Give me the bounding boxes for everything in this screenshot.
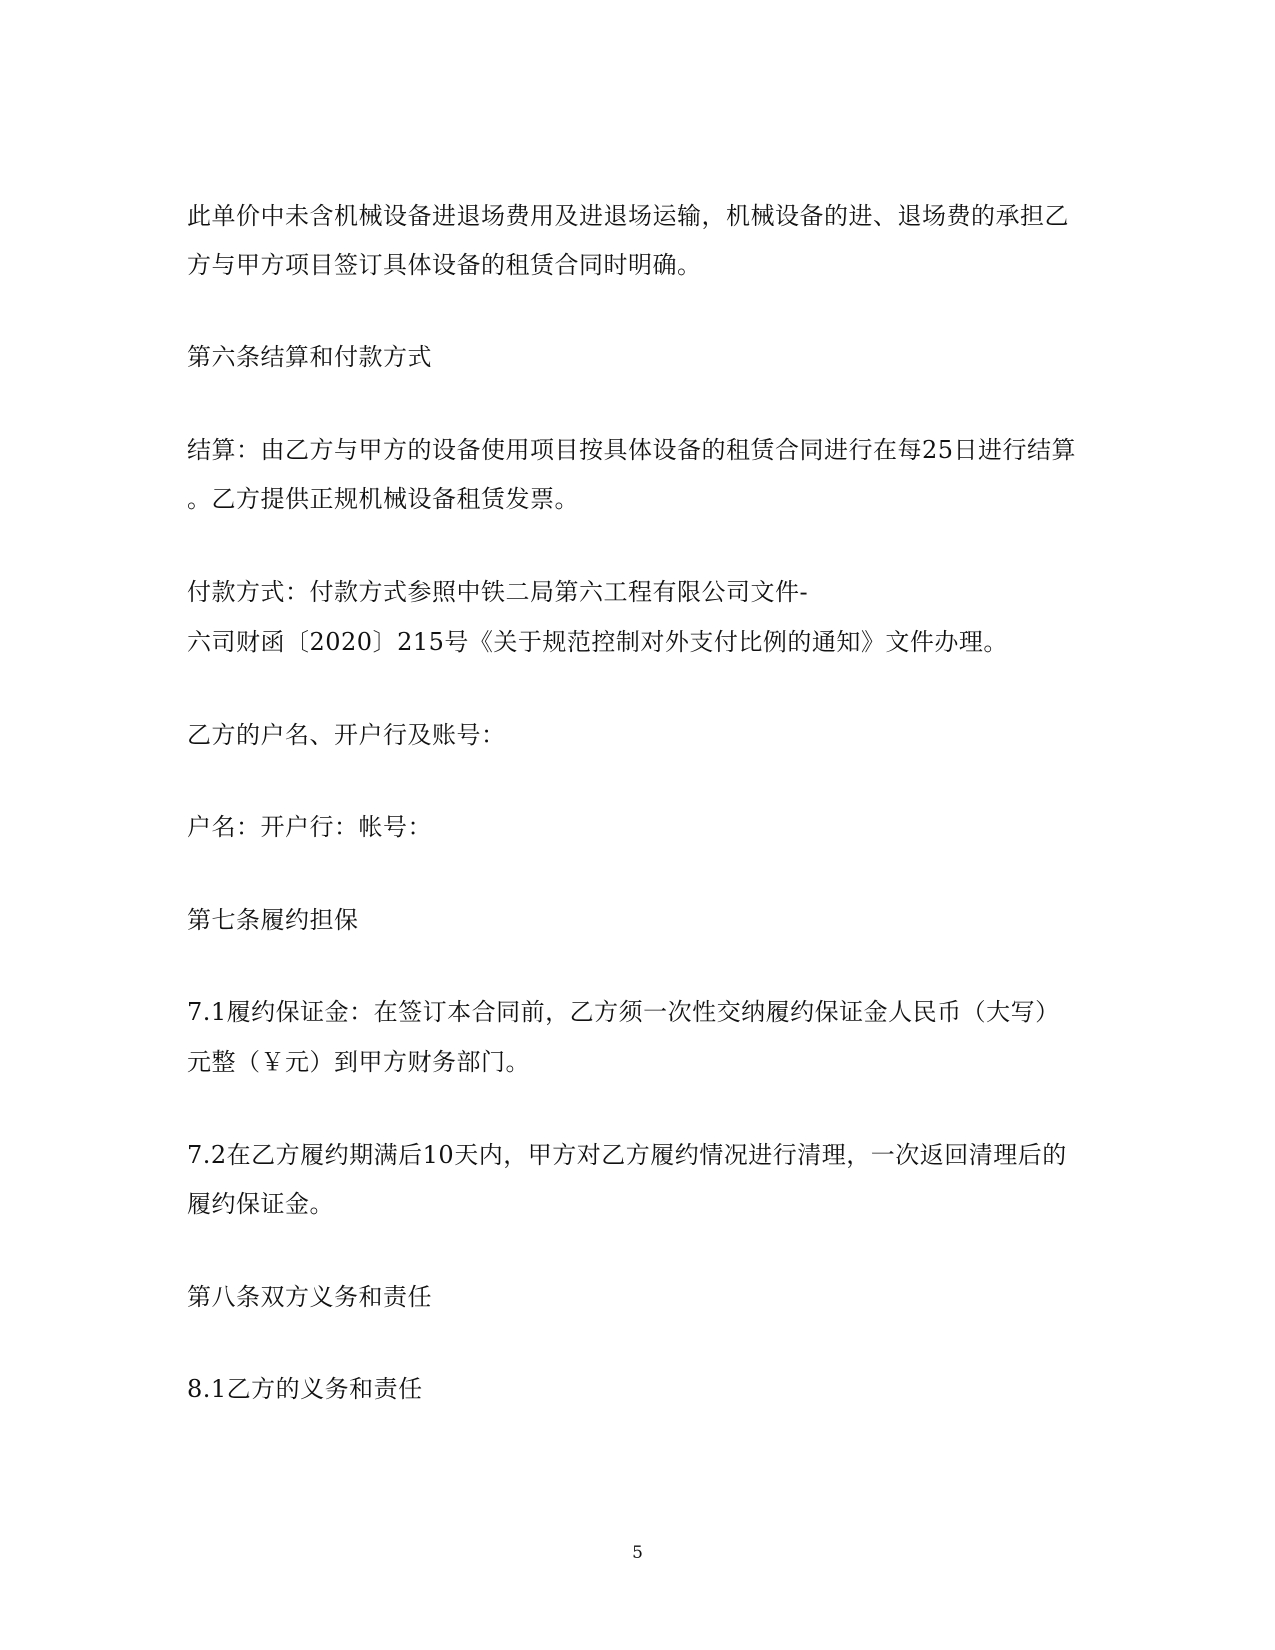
paragraph-line: 7.2在乙方履约期满后10天内，甲方对乙方履约情况进行清理，一次返回清理后的 [187,1141,1067,1169]
paragraph-line: 六司财函〔2020〕215号《关于规范控制对外支付比例的通知》文件办理。 [187,628,1008,656]
paragraph-line: 结算：由乙方与甲方的设备使用项目按具体设备的租赁合同进行在每25日进行结算 [187,436,1077,464]
subsection-heading: 8.1乙方的义务和责任 [187,1375,423,1403]
page-number: 5 [632,1543,643,1563]
paragraph-line: 此单价中未含机械设备进退场费用及进退场运输，机械设备的进、退场费的承担乙 [187,202,1069,230]
paragraph-line: 付款方式：付款方式参照中铁二局第六工程有限公司文件- [187,578,809,606]
section-heading: 第八条双方义务和责任 [187,1283,432,1311]
paragraph-line: 7.1履约保证金：在签订本合同前，乙方须一次性交纳履约保证金人民币（大写） [187,998,1060,1026]
section-heading: 第六条结算和付款方式 [187,343,432,371]
paragraph-line: 方与甲方项目签订具体设备的租赁合同时明确。 [187,251,702,279]
section-heading: 第七条履约担保 [187,906,359,934]
paragraph-line: 户名：开户行：帐号： [187,813,432,841]
paragraph-line: 。乙方提供正规机械设备租赁发票。 [187,485,579,513]
paragraph-line: 履约保证金。 [187,1190,334,1218]
paragraph-line: 元整（￥元）到甲方财务部门。 [187,1048,530,1076]
paragraph-line: 乙方的户名、开户行及账号： [187,721,506,749]
